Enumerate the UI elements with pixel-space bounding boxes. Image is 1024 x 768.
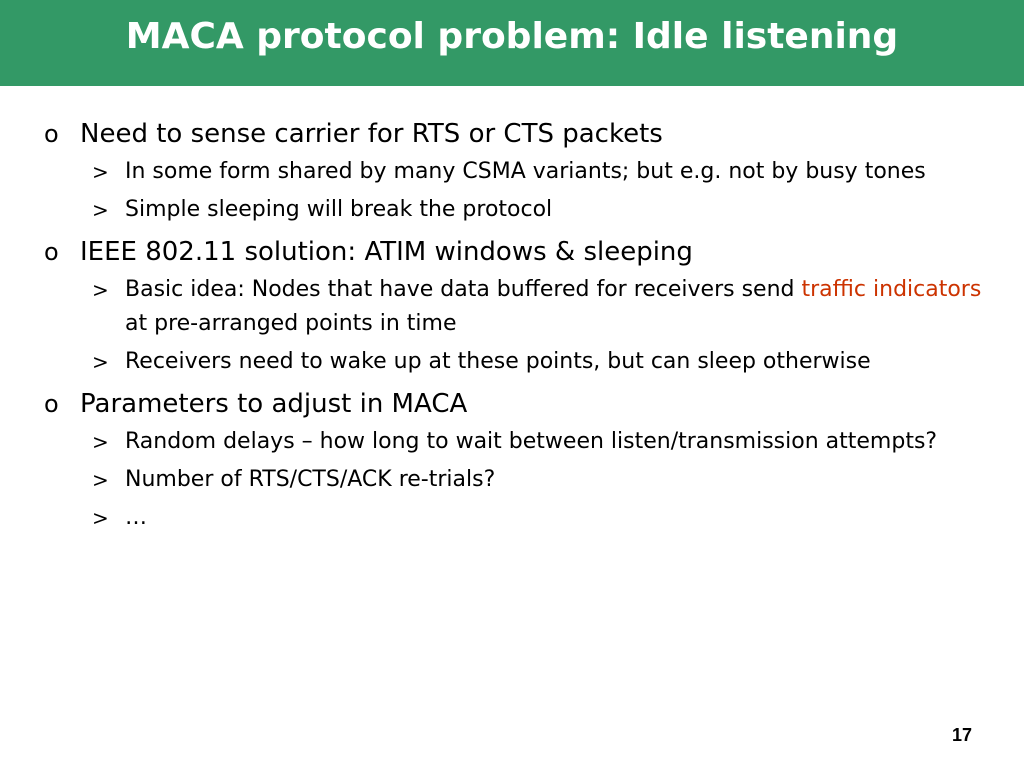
title-bar — [0, 0, 1024, 86]
sub-bullet-basic-idea — [44, 273, 984, 341]
sub-bullet-ellipsis — [44, 501, 984, 535]
sub-bullet-marker: > — [92, 350, 109, 374]
bullet-parameters — [44, 387, 984, 421]
sub-bullet-marker: > — [92, 198, 109, 222]
sub-bullet-marker: > — [92, 160, 109, 184]
bullet-marker: o — [44, 390, 59, 418]
sub-bullet-marker: > — [92, 468, 109, 492]
sub-bullet-marker: > — [92, 506, 109, 530]
sub-bullet-marker: > — [92, 278, 109, 302]
sub-bullet-text: In some form shared by many CSMA variants; but e.g. not by busy tones — [125, 159, 926, 184]
sub-bullet-marker: > — [92, 430, 109, 454]
bullet-marker: o — [44, 120, 59, 148]
sub-bullet-text: Number of RTS/CTS/ACK re-trials? — [125, 467, 496, 492]
sub-bullet-simple-sleeping — [44, 193, 984, 227]
sub-bullet-text: … — [125, 505, 147, 530]
bullet-text: IEEE 802.11 solution: ATIM windows & sleeping — [80, 237, 693, 267]
highlighted-term: traffic indicators — [801, 277, 982, 302]
bullet-carrier-sense — [44, 117, 984, 151]
sub-bullet-receivers-wake — [44, 345, 984, 379]
sub-bullet-text: Basic idea: Nodes that have data buffered for receivers send — [125, 277, 802, 302]
bullet-marker: o — [44, 238, 59, 266]
bullet-ieee-solution — [44, 235, 984, 269]
bullet-text: Need to sense carrier for RTS or CTS packets — [80, 119, 663, 149]
page-number: 17 — [951, 725, 972, 745]
sub-bullet-random-delays — [44, 425, 984, 459]
bullet-list — [44, 117, 984, 535]
sub-bullet-text: Simple sleeping will break the protocol — [125, 197, 553, 222]
sub-bullet-csma-variants — [44, 155, 984, 189]
sub-bullet-text: Receivers need to wake up at these points, but can sleep otherwise — [125, 349, 871, 374]
slide-title: MACA protocol problem: Idle listening — [125, 16, 899, 57]
sub-bullet-text: Random delays – how long to wait between listen/transmission attempts? — [125, 429, 938, 454]
bullet-text: Parameters to adjust in MACA — [80, 389, 468, 419]
sub-bullet-text-continued: at pre-arranged points in time — [125, 311, 457, 336]
sub-bullet-retrials — [44, 463, 984, 497]
